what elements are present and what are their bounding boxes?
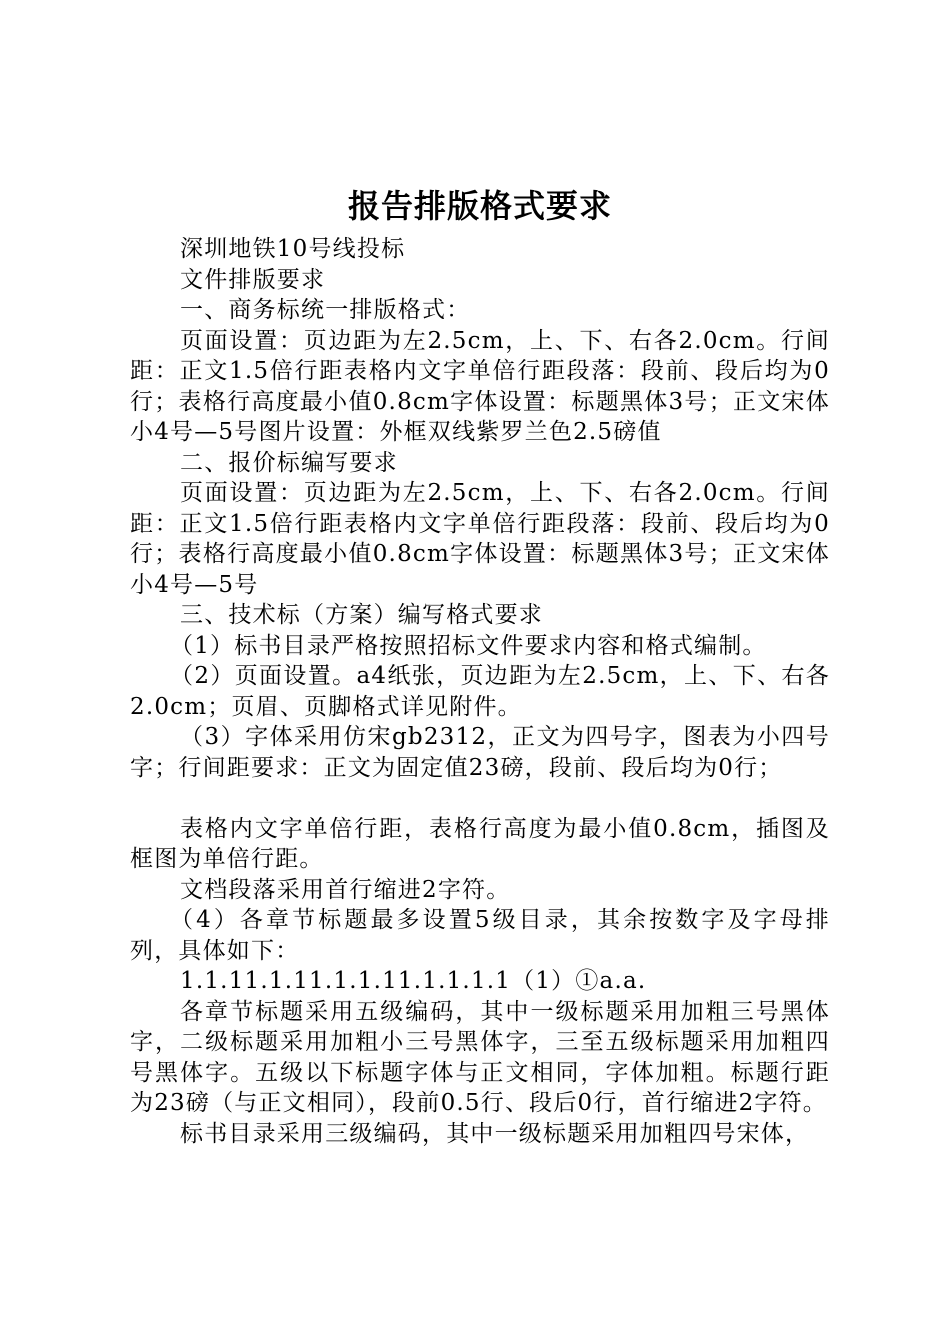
- paragraph-doc-requirements: 文件排版要求: [180, 266, 326, 293]
- paragraph-quotation-settings: 页面设置：页边距为左2.5cm，上、下、右各2.0cm。行间距：正文1.5倍行距表格内文字单倍行距段落：段前、段后均为0行；表格行高度最小值0.8cm字体设置：标题黑体3号；正文宋体小4号—5号: [130, 480, 830, 598]
- paragraph-item-4: （4）各章节标题最多设置5级目录，其余按数字及字母排列，具体如下：: [130, 907, 830, 964]
- section-heading-quotation: 二、报价标编写要求: [180, 449, 398, 476]
- paragraph-table-spacing: 表格内文字单倍行距，表格行高度为最小值0.8cm，插图及框图为单倍行距。: [130, 815, 830, 872]
- section-heading-commercial: 一、商务标统一排版格式：: [180, 297, 471, 323]
- paragraph-heading-levels: 各章节标题采用五级编码，其中一级标题采用加粗三号黑体字，二级标题采用加粗小三号黑体字，三至五级标题采用加粗四号黑体字。五级以下标题字体与正文相同，字体加粗。标题行距为23磅（与正文相同），段前0.5行、段后0行，首行缩进2字符。: [130, 998, 830, 1116]
- paragraph-project-name: 深圳地铁10号线投标: [180, 236, 406, 262]
- paragraph-commercial-settings: 页面设置：页边距为左2.5cm，上、下、右各2.0cm。行间距：正文1.5倍行距表格内文字单倍行距段落：段前、段后均为0行；表格行高度最小值0.8cm字体设置：标题黑体3号；正文宋体小4号—5号图片设置：外框双线紫罗兰色2.5磅值: [130, 327, 830, 445]
- paragraph-item-1: （1）标书目录严格按照招标文件要求内容和格式编制。: [170, 632, 767, 659]
- paragraph-first-line-indent: 文档段落采用首行缩进2字符。: [180, 876, 511, 903]
- paragraph-toc-levels: 标书目录采用三级编码，其中一级标题采用加粗四号宋体，: [180, 1120, 810, 1147]
- document-body: [130, 184, 830, 1149]
- document-title: 报告排版格式要求: [347, 187, 612, 225]
- blank-line: [130, 783, 830, 814]
- paragraph-item-2: （2）页面设置。a4纸张，页边距为左2.5cm，上、下、右各2.0cm；页眉、页脚格式详见附件。: [130, 663, 830, 720]
- paragraph-item-3: （3）字体采用仿宋gb2312，正文为四号字，图表为小四号字；行间距要求：正文为固定值23磅，段前、段后均为0行；: [130, 724, 830, 781]
- paragraph-numbering-example: 1.1.11.1.11.1.1.11.1.1.1.1（1）①a.a.: [180, 968, 647, 994]
- section-heading-technical: 三、技术标（方案）编写格式要求: [180, 602, 543, 628]
